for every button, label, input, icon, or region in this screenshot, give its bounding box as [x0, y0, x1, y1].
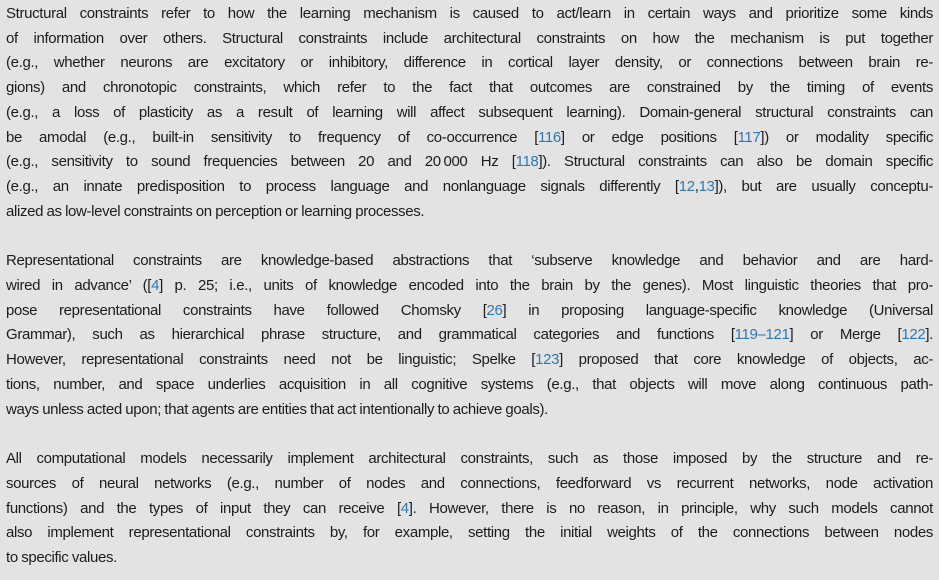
text-segment: pose representational constraints have followed Chomsky [ [6, 301, 487, 319]
text-segment: Representational constraints are knowledge-based abstractions that ‘subserve knowledge and behavior and are hard- [6, 252, 933, 270]
citation-link[interactable]: 119–121 [734, 326, 790, 344]
text-line [6, 472, 933, 497]
text-segment: ]. However, there is no reason, in principle, why such models cannot [408, 499, 933, 517]
paragraph-1 [6, 2, 933, 224]
text-segment: of information over others. Structural constraints include architectural constraints on how the mechanism is put together [6, 29, 933, 47]
paragraph-2 [6, 249, 933, 422]
citation-link[interactable]: 4 [151, 277, 160, 295]
text-segment: ] in proposing language-specific knowledge (Universal [502, 301, 933, 319]
text-line [6, 51, 933, 76]
text-line [6, 249, 933, 274]
text-segment: be amodal (e.g., built-in sensitivity to frequency of co-occurrence [ [6, 128, 539, 146]
text-segment: However, representational constraints need not be linguistic; Spelke [ [6, 351, 536, 369]
text-segment: ]). Structural constraints can also be domain specific [538, 153, 934, 171]
citation-link[interactable]: 116 [538, 128, 561, 146]
text-segment: wired in advance’ ([ [6, 277, 152, 295]
text-segment: gions) and chronotopic constraints, which refer to the fact that outcomes are constrained by the timing of events [6, 79, 933, 97]
citation-link[interactable]: 117 [737, 128, 761, 146]
text-line [6, 497, 933, 522]
text-segment: ]. [925, 326, 933, 344]
text-line [6, 76, 933, 101]
text-segment: ] or Merge [ [789, 326, 902, 344]
text-segment: functions) and the types of input they can receive [ [6, 499, 401, 517]
text-line [6, 27, 933, 52]
citation-link[interactable]: 12 [678, 177, 695, 195]
text-line [6, 348, 933, 373]
text-line [6, 175, 933, 200]
citation-link[interactable]: 26 [486, 301, 503, 319]
citation-link[interactable]: 123 [535, 351, 560, 369]
text-line [6, 101, 933, 126]
text-segment: , [694, 177, 699, 195]
citation-link[interactable]: 118 [515, 153, 539, 171]
text-line [6, 274, 933, 299]
paragraph-gap [6, 224, 933, 249]
text-segment: also implement representational constraints by, for example, setting the initial weights of the connections between nodes [6, 524, 933, 542]
text-segment: (e.g., an innate predisposition to process language and nonlanguage signals differently [ [6, 177, 679, 195]
text-line [6, 126, 933, 151]
text-segment: ] or edge positions [ [560, 128, 738, 146]
citation-link[interactable]: 122 [901, 326, 926, 344]
text-line [6, 150, 933, 175]
text-segment: Grammar), such as hierarchical phrase structure, and grammatical categories and functions [ [6, 326, 735, 344]
text-segment: All computational models necessarily implement architectural constraints, such as those imposed by the structure and re- [6, 450, 933, 468]
text-line [6, 398, 933, 423]
text-segment: Structural constraints refer to how the learning mechanism is caused to act/learn in certain ways and prioritize some kinds [6, 5, 933, 22]
text-segment: ] p. 25; i.e., units of knowledge encoded into the brain by the genes). Most linguistic theories that pro- [159, 277, 933, 295]
text-line [6, 299, 933, 324]
citation-link[interactable]: 4 [400, 499, 409, 517]
text-segment: alized as low-level constraints on perception or learning processes. [6, 202, 425, 220]
text-segment: ]) or modality specific [760, 128, 933, 146]
paragraph-gap [6, 422, 933, 447]
text-segment: (e.g., whether neurons are excitatory or inhibitory, difference in cortical layer density, or connections between brain re- [6, 54, 933, 72]
text-line [6, 200, 933, 225]
text-segment: tions, number, and space underlies acquisition in all cognitive systems (e.g., that objects will move along continuous path- [6, 375, 933, 393]
paragraph-3 [6, 447, 933, 571]
text-line [6, 2, 933, 27]
text-line [6, 323, 933, 348]
text-segment: (e.g., a loss of plasticity as a result of learning will affect subsequent learning). Domain-general structural constraints can [6, 103, 933, 121]
text-segment: to specific values. [6, 549, 117, 567]
text-line [6, 521, 933, 546]
text-line [6, 373, 933, 398]
text-line [6, 546, 933, 571]
text-line [6, 447, 933, 472]
text-segment: (e.g., sensitivity to sound frequencies between 20 and 20 000 Hz [ [6, 153, 516, 171]
text-segment: ways unless acted upon; that agents are entities that act intentionally to achieve goals). [6, 400, 548, 418]
citation-link[interactable]: 13 [698, 177, 715, 195]
text-segment: sources of neural networks (e.g., number of nodes and connections, feedforward vs recurrent networks, node activation [6, 474, 933, 492]
text-segment: ]), but are usually conceptu- [714, 177, 933, 195]
text-segment: ] proposed that core knowledge of objects, ac- [559, 351, 933, 369]
